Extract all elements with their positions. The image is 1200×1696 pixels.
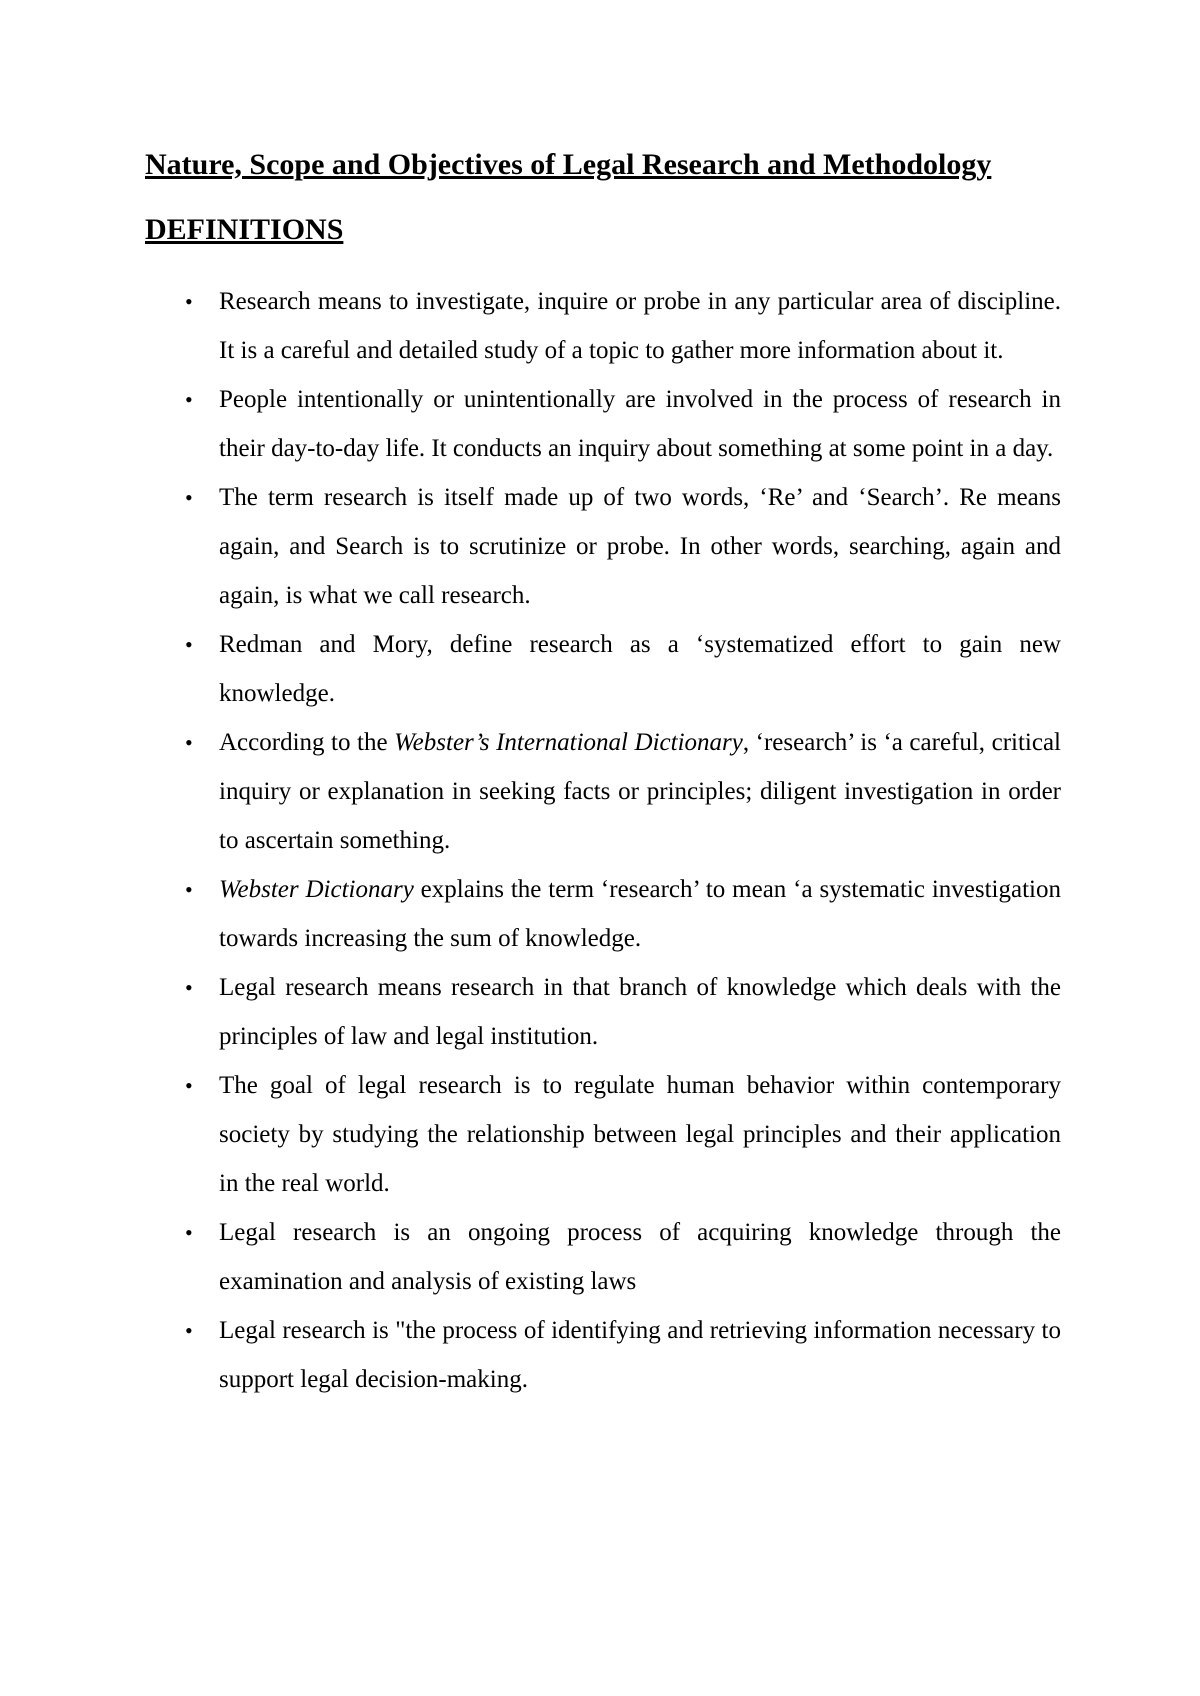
- list-item: [145, 1208, 1061, 1306]
- list-item-text-after: explains the term ‘research’ to mean ‘a systematic investigation towards increasing the sum of knowledge.: [219, 876, 1061, 952]
- bullet-icon: •: [185, 877, 193, 902]
- bullet-icon: •: [185, 975, 193, 1000]
- list-item-text: Legal research is "the process of identifying and retrieving information necessary to support legal decision-making.: [219, 1317, 1061, 1393]
- list-item-text: Redman and Mory, define research as a ‘systematized effort to gain new knowledge.: [219, 631, 1061, 707]
- list-item-text-after: , ‘research’ is ‘a careful, critical inquiry or explanation in seeking facts or principles; diligent investigation in order to ascertain something.: [219, 729, 1061, 854]
- bullet-icon: •: [185, 1318, 193, 1343]
- list-item-text: Legal research is an ongoing process of acquiring knowledge through the examination and analysis of existing laws: [219, 1219, 1061, 1295]
- list-item: [145, 963, 1061, 1061]
- list-item: [145, 1306, 1061, 1404]
- dictionary-title: Webster Dictionary: [219, 876, 414, 903]
- bullet-icon: •: [185, 1220, 193, 1245]
- document-title: Nature, Scope and Objectives of Legal Research and Methodology: [145, 148, 992, 181]
- bullet-icon: •: [185, 1073, 193, 1098]
- list-item-text: The goal of legal research is to regulate human behavior within contemporary society by studying the relationship between legal principles and their application in the real world.: [219, 1072, 1061, 1197]
- section-heading-definitions: DEFINITIONS: [145, 213, 344, 246]
- list-item: [145, 473, 1061, 620]
- list-item-text: People intentionally or unintentionally are involved in the process of research in their day-to-day life. It conducts an inquiry about something at some point in a day.: [219, 386, 1061, 462]
- bullet-icon: •: [185, 289, 193, 314]
- list-item-text: Legal research means research in that branch of knowledge which deals with the principles of law and legal institution.: [219, 974, 1061, 1050]
- bullet-icon: •: [185, 632, 193, 657]
- list-item: [145, 718, 1061, 865]
- bullet-icon: •: [185, 730, 193, 755]
- list-item-text: The term research is itself made up of two words, ‘Re’ and ‘Search’. Re means again, and Search is to scrutinize or probe. In other words, searching, again and again, is what we call research.: [219, 484, 1061, 609]
- definitions-list: [145, 277, 1061, 1404]
- bullet-icon: •: [185, 485, 193, 510]
- dictionary-title: Webster’s International Dictionary: [394, 729, 743, 756]
- document-page: [145, 140, 1061, 1404]
- list-item-text-before: According to the: [219, 729, 395, 756]
- list-item: [145, 277, 1061, 375]
- list-item-text: Research means to investigate, inquire or probe in any particular area of discipline. It is a careful and detailed study of a topic to gather more information about it.: [219, 288, 1061, 364]
- list-item: [145, 375, 1061, 473]
- list-item: [145, 865, 1061, 963]
- list-item: [145, 1061, 1061, 1208]
- list-item: [145, 620, 1061, 718]
- bullet-icon: •: [185, 387, 193, 412]
